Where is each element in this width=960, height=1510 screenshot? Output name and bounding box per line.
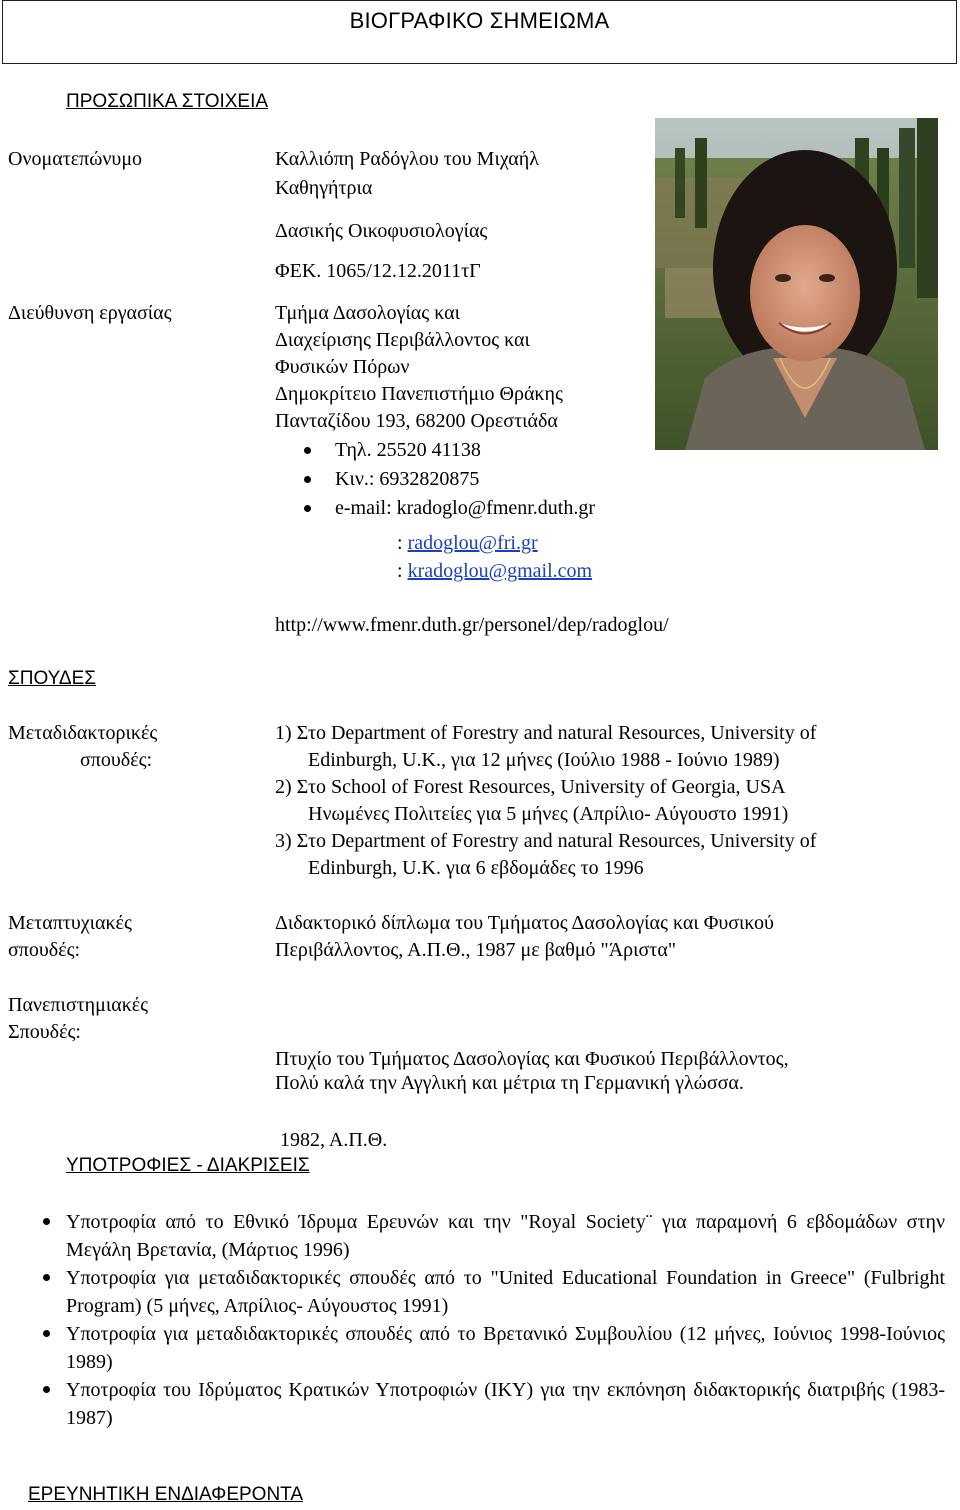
award-item: Υποτροφία του Ιδρύματος Κρατικών Υποτροφιών (ΙΚΥ) για την εκπόνηση διδακτορικής διατριβής (1983-1987)	[8, 1376, 945, 1432]
portrait-image	[655, 118, 938, 450]
address-line: Τμήμα Δασολογίας και	[275, 302, 460, 324]
document-title: ΒΙΟΓΡΑΦΙΚΟ ΣΗΜΕΙΩΜΑ	[349, 8, 610, 33]
position-line: Καθηγήτρια	[275, 177, 373, 199]
contact-list	[275, 436, 595, 523]
address-line: Διαχείρισης Περιβάλλοντος και	[275, 329, 530, 351]
email-prefix: :	[397, 532, 408, 554]
undergrad-label-2: Σπουδές:	[8, 1021, 81, 1043]
undergrad-line: Πτυχίο του Τμήματος Δασολογίας και Φυσικού Περιβάλλοντος,	[275, 1048, 789, 1070]
postgrad-line: Διδακτορικό δίπλωμα του Τμήματος Δασολογίας και Φυσικού	[275, 912, 774, 934]
name-line: Καλλιόπη Ραδόγλου του Μιχαήλ	[275, 148, 539, 170]
postdoc-label-2: σπουδές:	[80, 749, 153, 771]
undergrad-line: 1982, Α.Π.Θ.	[275, 1129, 388, 1151]
postgrad-line: Περιβάλλοντος, Α.Π.Θ., 1987 με βαθμό "Άριστα"	[275, 939, 676, 961]
address-line: Φυσικών Πόρων	[275, 356, 410, 378]
postdoc-item-3-cont: Edinburgh, U.K. για 6 εβδομάδες το 1996	[308, 857, 644, 879]
email-alt-1-row	[397, 530, 538, 557]
award-item: Υποτροφία από το Εθνικό Ίδρυμα Ερευνών και την "Royal Society¨ για παραμονή 6 εβδομάδων στην Μεγάλη Βρετανία, (Μάρτιος 1996)	[8, 1208, 945, 1264]
phone-item: Τηλ. 25520 41138	[275, 436, 595, 465]
postdoc-item-1-cont: Edinburgh, U.K., για 12 μήνες (Ιούλιο 1988 - Ιούνιο 1989)	[308, 749, 780, 771]
postdoc-item-2-cont: Ηνωμένες Πολιτείες για 5 μήνες (Απρίλιο- Αύγουστο 1991)	[308, 803, 789, 825]
name-label: Ονοματεπώνυμο	[8, 148, 143, 170]
postgrad-label-2: σπουδές:	[8, 939, 81, 961]
postgrad-text	[275, 910, 774, 964]
award-item: Υποτροφία για μεταδιδακτορικές σπουδές από το Βρετανικό Συμβουλίου (12 μήνες, Ιούνιος 1998-Ιούνιος 1989)	[8, 1320, 945, 1376]
section-heading-awards: ΥΠΟΤΡΟΦΙΕΣ - ΔΙΑΚΡΙΣΕΙΣ	[66, 1155, 310, 1176]
section-heading-research: ΕΡΕΥΝΗΤΙΚΗ ΕΝΔΙΑΦΕΡΟΝΤΑ	[28, 1484, 304, 1505]
email-link-fri[interactable]: radoglou@fri.gr	[407, 532, 538, 554]
undergrad-label: Πανεπιστημιακές	[8, 994, 149, 1016]
title-box	[2, 0, 957, 64]
email-alt-2-row	[397, 558, 592, 585]
postdoc-label: Μεταδιδακτορικές	[8, 722, 158, 744]
award-item: Υποτροφία για μεταδιδακτορικές σπουδές από το "United Educational Foundation in Greece" (Fulbright Program) (5 μήνες, Απρίλιος- Αύγουστος 1991)	[8, 1264, 945, 1320]
portrait-photo	[655, 118, 938, 450]
address-block	[275, 300, 563, 435]
email-item: e-mail: kradoglo@fmenr.duth.gr	[275, 494, 595, 523]
address-line: Δημοκρίτειο Πανεπιστήμιο Θράκης	[275, 383, 563, 405]
postdoc-item-2: 2) Στο School of Forest Resources, University of Georgia, USA	[275, 776, 786, 798]
postdoc-list	[275, 720, 925, 882]
address-line: Πανταζίδου 193, 68200 Ορεστιάδα	[275, 410, 558, 432]
postdoc-item-3: 3) Στο Department of Forestry and natural Resources, University of	[275, 830, 817, 852]
section-heading-studies: ΣΠΟΥΔΕΣ	[8, 668, 97, 689]
postgrad-label: Μεταπτυχιακές	[8, 912, 132, 934]
discipline-line: Δασικής Οικοφυσιολογίας	[275, 220, 488, 242]
address-label: Διεύθυνση εργασίας	[8, 302, 172, 324]
website-url: http://www.fmenr.duth.gr/personel/dep/radoglou/	[275, 614, 669, 636]
email-link-gmail[interactable]: kradoglou@gmail.com	[407, 560, 593, 582]
postdoc-item-1: 1) Στο Department of Forestry and natural Resources, University of	[275, 722, 817, 744]
awards-list	[8, 1208, 945, 1432]
fek-line: ΦΕΚ. 1065/12.12.2011τΓ	[275, 260, 481, 282]
section-heading-personal: ΠΡΟΣΩΠΙΚΑ ΣΤΟΙΧΕΙΑ	[66, 91, 269, 112]
mobile-item: Κιν.: 6932820875	[275, 465, 595, 494]
email-prefix: :	[397, 560, 408, 582]
languages-text: Πολύ καλά την Αγγλική και μέτρια τη Γερμανική γλώσσα.	[275, 1072, 744, 1094]
